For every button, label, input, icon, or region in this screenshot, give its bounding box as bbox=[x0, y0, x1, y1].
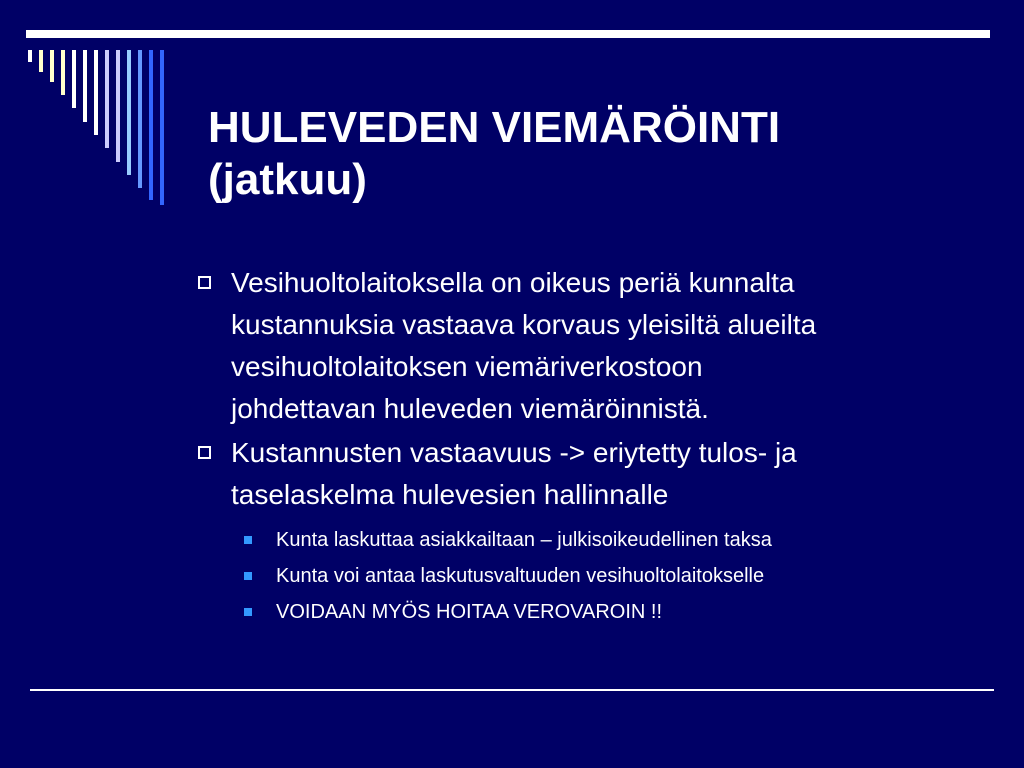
hollow-square-bullet-icon bbox=[198, 276, 211, 289]
sub-bullet-item bbox=[194, 522, 974, 558]
title-line-2: (jatkuu) bbox=[208, 155, 367, 204]
bullet-line: vesihuoltolaitoksen viemäriverkostoon bbox=[231, 351, 703, 382]
sub-bullet-item bbox=[194, 558, 974, 594]
sub-bullet-item bbox=[194, 594, 974, 630]
stripe bbox=[39, 50, 43, 72]
bottom-divider-line bbox=[30, 689, 994, 691]
stripe bbox=[72, 50, 76, 108]
sub-bullet-list bbox=[194, 522, 974, 630]
stripe bbox=[127, 50, 131, 175]
decorative-stripes bbox=[0, 0, 180, 220]
title-line-1: HULEVEDEN VIEMÄRÖINTI bbox=[208, 103, 781, 152]
stripe bbox=[149, 50, 153, 200]
stripe bbox=[105, 50, 109, 148]
bullet-line: kustannuksia vastaava korvaus yleisiltä alueilta bbox=[231, 309, 817, 340]
filled-square-bullet-icon bbox=[244, 536, 252, 544]
hollow-square-bullet-icon bbox=[198, 446, 211, 459]
bullet-line: taselaskelma hulevesien hallinnalle bbox=[231, 479, 669, 510]
stripe bbox=[28, 50, 32, 62]
sub-bullet-text: VOIDAAN MYÖS HOITAA VEROVAROIN !! bbox=[276, 601, 662, 623]
stripe bbox=[94, 50, 98, 135]
stripe bbox=[138, 50, 142, 188]
bullet-line: Kustannusten vastaavuus -> eriytetty tulos- ja bbox=[231, 437, 797, 468]
filled-square-bullet-icon bbox=[244, 572, 252, 580]
stripe bbox=[160, 50, 164, 205]
bullet-line: johdettavan huleveden viemäröinnistä. bbox=[231, 393, 709, 424]
filled-square-bullet-icon bbox=[244, 608, 252, 616]
bullet-item bbox=[194, 262, 974, 430]
slide-title bbox=[208, 102, 998, 206]
stripe bbox=[61, 50, 65, 95]
slide-content bbox=[194, 262, 974, 630]
stripe bbox=[116, 50, 120, 162]
sub-bullet-text: Kunta laskuttaa asiakkailtaan – julkisoikeudellinen taksa bbox=[276, 529, 772, 551]
stripe bbox=[50, 50, 54, 82]
sub-bullet-text: Kunta voi antaa laskutusvaltuuden vesihuoltolaitokselle bbox=[276, 565, 765, 587]
bullet-line: Vesihuoltolaitoksella on oikeus periä kunnalta bbox=[231, 267, 795, 298]
stripe bbox=[83, 50, 87, 122]
bullet-item bbox=[194, 432, 974, 516]
